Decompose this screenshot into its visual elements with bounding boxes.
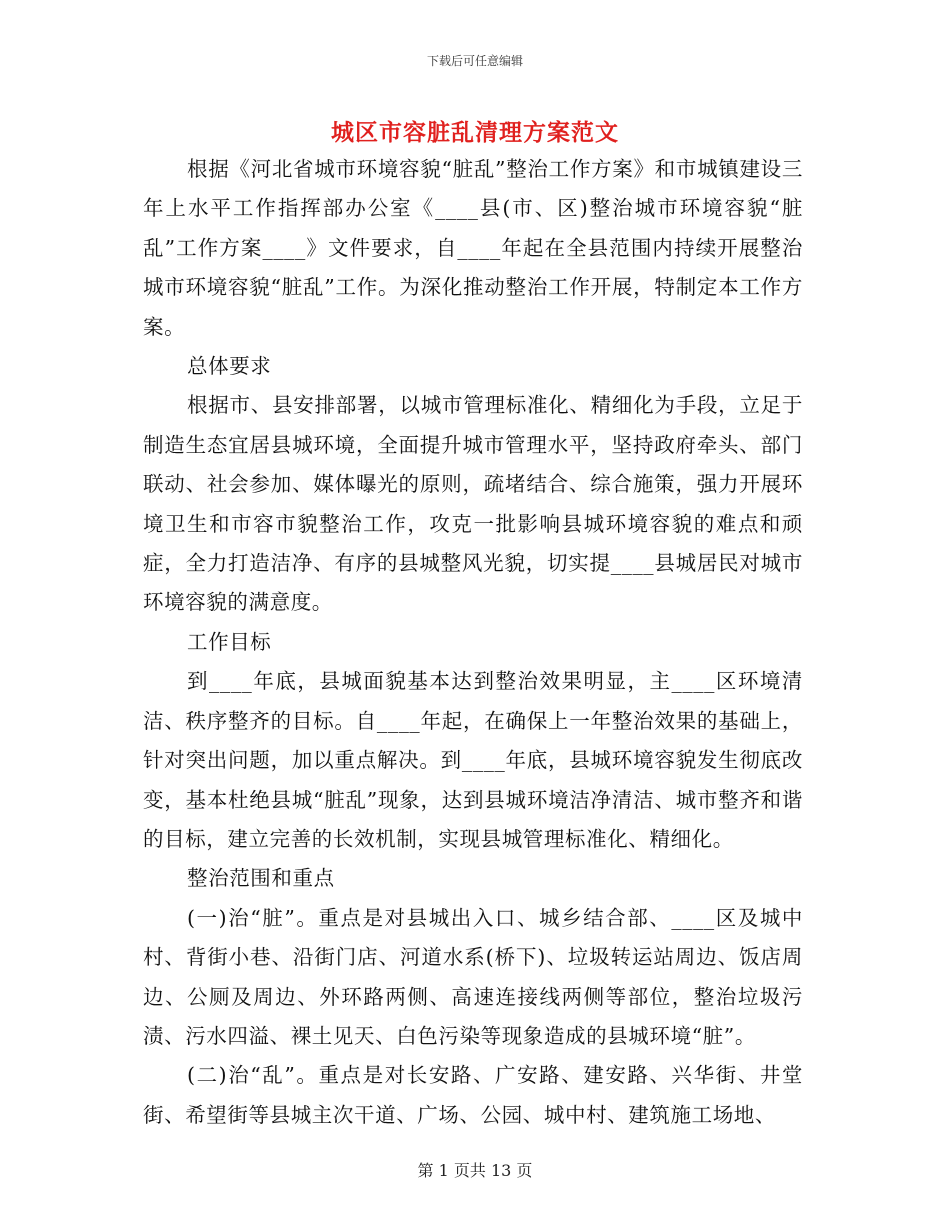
- paragraph-dirty: (一)治“脏”。重点是对县城出入口、城乡结合部、____区及城中村、背街小巷、沿街门店、河道水系(桥下)、垃圾转运站周边、饭店周边、公厕及周边、外环路两侧、高速连接线两侧等部位，整治垃圾污渍、污水四溢、裸土见天、白色污染等现象造成的县城环境“脏”。: [143, 905, 803, 1048]
- paragraph-intro: 根据《河北省城市环境容貌“脏乱”整治工作方案》和市城镇建设三年上水平工作指挥部办公室《____县(市、区)整治城市环境容貌“脏乱”工作方案____》文件要求，自____年起在全县范围内持续开展整治城市环境容貌“脏乱”工作。为深化推动整治工作开展，特制定本工作方案。: [143, 157, 803, 339]
- page-number: 第 1 页共 13 页: [417, 1161, 533, 1180]
- section-heading-general-requirements: 总体要求: [187, 354, 272, 379]
- section-heading-scope: 整治范围和重点: [187, 866, 335, 891]
- document-body: [143, 150, 803, 1135]
- page-header-note: 下载后可任意编辑: [426, 54, 523, 68]
- section-heading-work-goals: 工作目标: [187, 629, 272, 654]
- paragraph-disorder: (二)治“乱”。重点是对长安路、广安路、建安路、兴华街、井堂街、希望街等县城主次干道、广场、公园、城中村、建筑施工场地、: [143, 1063, 803, 1127]
- paragraph-general-requirements: 根据市、县安排部署，以城市管理标准化、精细化为手段，立足于制造生态宜居县城环境，全面提升城市管理水平，坚持政府牵头、部门联动、社会参加、媒体曝光的原则，疏堵结合、综合施策，强力开展环境卫生和市容市貌整治工作，攻克一批影响县城环境容貌的难点和顽症，全力打造洁净、有序的县城整风光貌，切实提____县城居民对城市环境容貌的满意度。: [143, 393, 803, 615]
- paragraph-work-goals: 到____年底，县城面貌基本达到整治效果明显，主____区环境清洁、秩序整齐的目标。自____年起，在确保上一年整治效果的基础上，针对突出问题，加以重点解决。到____年底，县城环境容貌发生彻底改变，基本杜绝县城“脏乱”现象，达到县城环境洁净清洁、城市整齐和谐的目标，建立完善的长效机制，实现县城管理标准化、精细化。: [143, 669, 803, 851]
- document-title: 城区市容脏乱清理方案范文: [331, 119, 619, 146]
